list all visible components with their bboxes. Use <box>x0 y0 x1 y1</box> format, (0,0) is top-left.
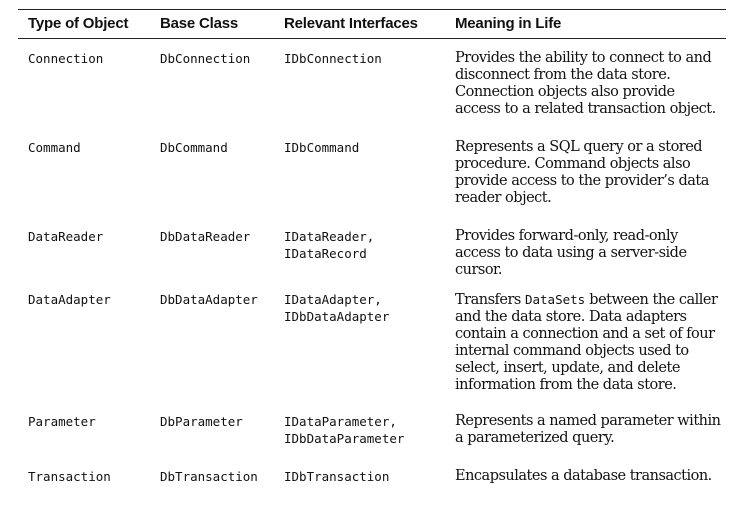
cell-base-class: DbParameter <box>160 414 243 429</box>
cell-meaning: Represents a SQL query or a stored procedure. Command objects also provide access to the provider’s data reader object. <box>455 139 709 206</box>
cell-type: DataAdapter <box>28 292 111 307</box>
cell-meaning: Encapsulates a database transaction. <box>455 468 712 484</box>
cell-interfaces: IDbCommand <box>284 140 360 155</box>
cell-base-class: DbDataReader <box>160 229 251 244</box>
cell-type: Command <box>28 140 81 155</box>
cell-type: DataReader <box>28 229 104 244</box>
cell-base-class: DbTransaction <box>160 469 258 484</box>
meaning-text-post: between the caller and the data store. Data adapters contain a connection and a set of four internal command objects used to select, insert, update, and delete information from the data store. <box>455 292 718 393</box>
header-meaning-in-life: Meaning in Life <box>455 15 562 32</box>
cell-meaning <box>455 291 723 394</box>
cell-interfaces: IDataAdapter, IDbDataAdapter <box>284 292 390 324</box>
header-rule <box>18 38 726 39</box>
cell-base-class: DbConnection <box>160 51 251 66</box>
cell-interfaces: IDbTransaction <box>284 469 390 484</box>
cell-meaning: Provides forward-only, read-only access to data using a server-side cursor. <box>455 228 687 278</box>
header-type-of-object: Type of Object <box>28 15 129 32</box>
cell-meaning: Represents a named parameter within a parameterized query. <box>455 413 721 446</box>
cell-type: Transaction <box>28 469 111 484</box>
cell-interfaces: IDbConnection <box>284 51 382 66</box>
header-relevant-interfaces: Relevant Interfaces <box>284 15 418 32</box>
cell-interfaces: IDataReader, IDataRecord <box>284 229 375 261</box>
cell-interfaces: IDataParameter, IDbDataParameter <box>284 414 405 446</box>
cell-type: Connection <box>28 51 104 66</box>
meaning-code-datasets: DataSets <box>524 292 586 307</box>
header-base-class: Base Class <box>160 15 239 32</box>
table-top-rule <box>18 9 726 10</box>
cell-base-class: DbDataAdapter <box>160 292 258 307</box>
cell-meaning: Provides the ability to connect to and disconnect from the data store. Connection objects also provide access to a related transaction object. <box>455 50 716 117</box>
meaning-text-pre: Transfers <box>455 292 525 308</box>
cell-base-class: DbCommand <box>160 140 228 155</box>
cell-type: Parameter <box>28 414 96 429</box>
